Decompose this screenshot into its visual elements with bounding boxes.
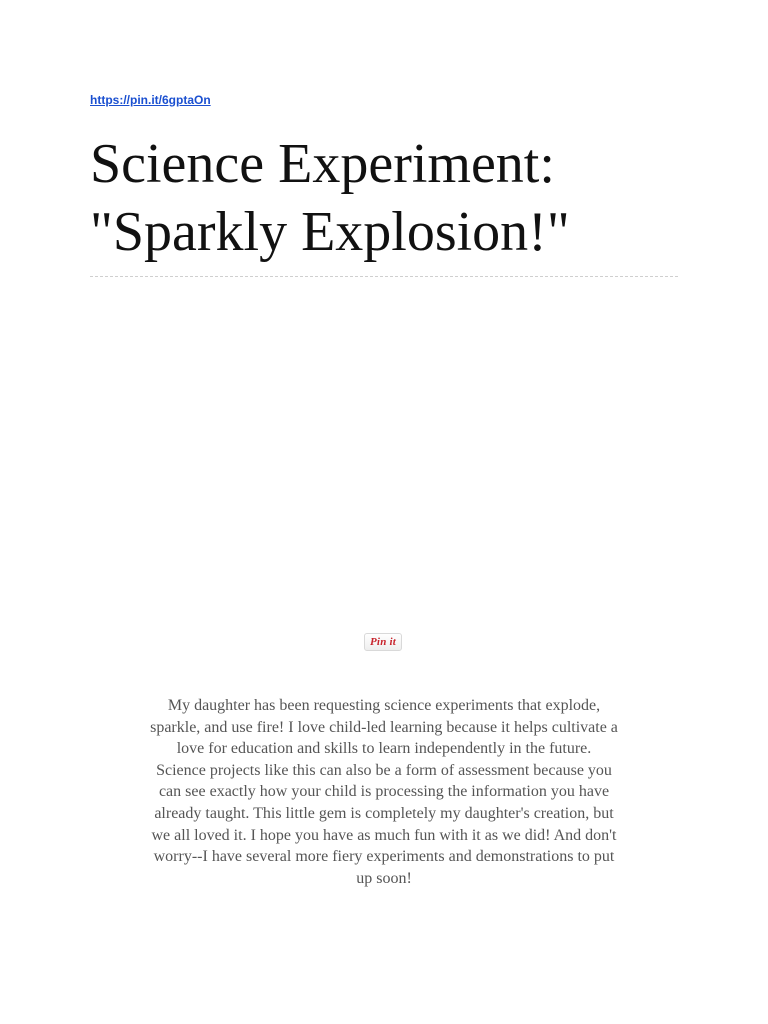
paragraph-line: we all loved it. I hope you have as much fun with it as we did! And don't bbox=[151, 826, 617, 844]
pin-it-label: Pin it bbox=[370, 635, 396, 648]
paragraph-line: worry--I have several more fiery experiments and demonstrations to put bbox=[153, 848, 615, 866]
paragraph-line: sparkle, and use fire! I love child-led learning because it helps cultivate a bbox=[150, 718, 618, 736]
paragraph-line: already taught. This little gem is completely my daughter's creation, but bbox=[154, 804, 614, 822]
title-line-2: "Sparkly Explosion!" bbox=[90, 201, 570, 263]
source-link[interactable]: https://pin.it/6gptaOn bbox=[90, 93, 211, 107]
paragraph-line: love for education and skills to learn independently in the future. bbox=[176, 740, 592, 758]
pin-it-button[interactable] bbox=[364, 633, 402, 651]
paragraph-line: Science projects like this can also be a form of assessment because you bbox=[156, 761, 612, 779]
paragraph-line: can see exactly how your child is processing the information you have bbox=[158, 783, 610, 801]
paragraph-line: My daughter has been requesting science experiments that explode, bbox=[167, 697, 601, 714]
intro-paragraph bbox=[86, 695, 682, 889]
title-divider bbox=[90, 276, 678, 277]
page-title bbox=[90, 130, 690, 266]
paragraph-line: up soon! bbox=[356, 869, 412, 887]
title-line-1: Science Experiment: bbox=[90, 133, 555, 195]
